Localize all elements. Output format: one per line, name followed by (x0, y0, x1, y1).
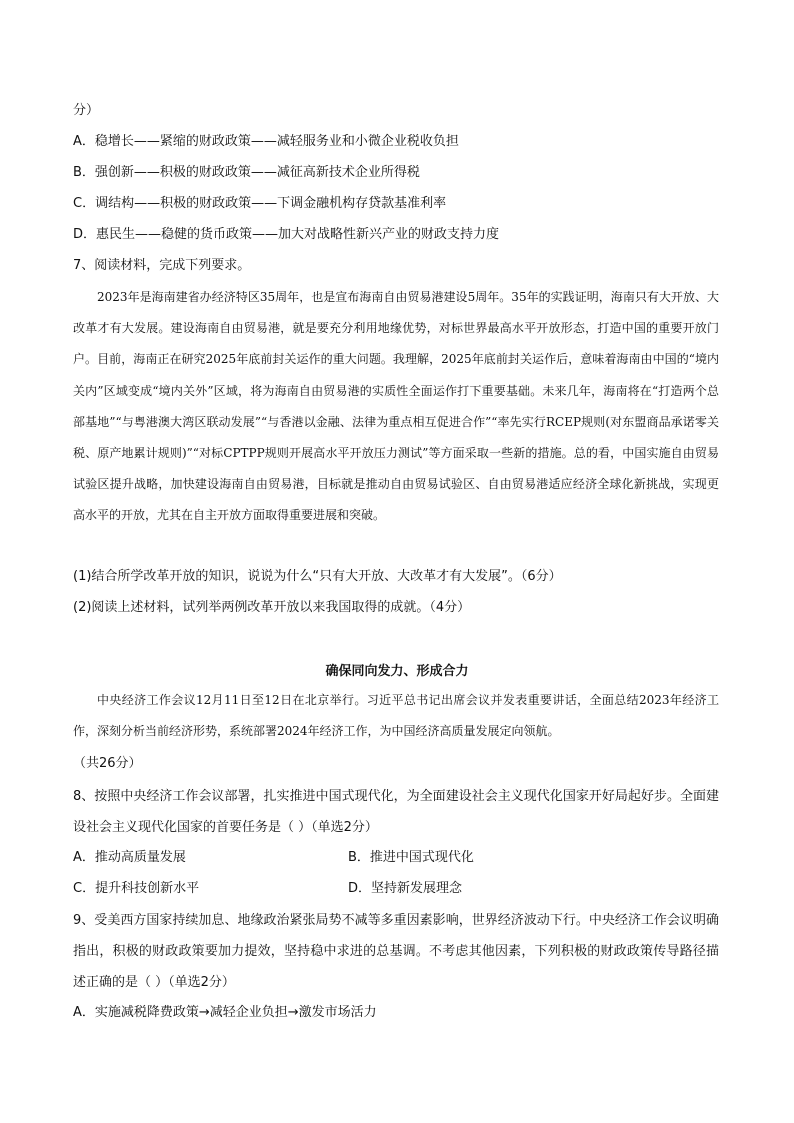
section-title: 确保同向发力、形成合力 (325, 664, 469, 679)
q8-option-c: C．提升科技创新水平 (73, 881, 200, 896)
q7-subquestion-1: (1)结合所学改革开放的知识，说说为什么“只有大开放、大改革才有大发展”。（6分） (73, 569, 562, 584)
q7-stem: 7、阅读材料，完成下列要求。 (73, 258, 251, 273)
q9-stem: 9、受美西方国家持续加息、地缘政治紧张局势不减等多重因素影响，世界经济波动下行。中央经济工作会议明确指出，积极的财政政策要加力提效，坚持稳中求进的总基调。不考虑其他因素，下列积极的财政政策传导路径描述正确的是（ ）（单选2分） (73, 913, 719, 990)
q6-stem-tail: 分） (73, 103, 100, 118)
q6-option-a: A．稳增长——紧缩的财政政策——减轻服务业和小微企业税收负担 (73, 134, 459, 149)
q7-subquestion-2: (2)阅读上述材料，试列举两例改革开放以来我国取得的成就。（4分） (73, 600, 471, 615)
q8-stem: 8、按照中央经济工作会议部署，扎实推进中国式现代化，为全面建设社会主义现代化国家开好局起好步。全面建设社会主义现代化国家的首要任务是（ ）（单选2分） (73, 789, 719, 835)
section-points: （共26分） (73, 756, 142, 771)
q9-option-a: A．实施减税降费政策→减轻企业负担→激发市场活力 (73, 1005, 377, 1020)
q6-option-b: B．强创新——积极的财政政策——减征高新技术企业所得税 (73, 165, 420, 180)
q8-option-d: D．坚持新发展理念 (348, 881, 463, 896)
q8-option-a: A．推动高质量发展 (73, 850, 186, 865)
q7-reading-material: 2023年是海南建省办经济特区35周年，也是宣布海南自由贸易港建设5周年。35年的实践证明，海南只有大开放、大改革才有大发展。建设海南自由贸易港，就是要充分利用地缘优势，对标世界最高水平开放形态，打造中国的重要开放门户。目前，海南正在研究2025年底前封关运作的重大问题。我理解，2025年底前封关运作后，意味着海南由中国的“境内关内”区域变成“境内关外”区域，将为海南自由贸易港的实质性全面运作打下重要基础。未来几年，海南将在“打造两个总部基地”“与粤港澳大湾区联动发展”“与香港以金融、法律为重点相互促进合作”“率先实行RCEP规则(对东盟商品承诺零关税、原产地累计规则)”“对标CPTPP规则开展高水平开放压力测试”等方面采取一些新的措施。总的看，中国实施自由贸易试验区提升战略，加快建设海南自由贸易港，目标就是推动自由贸易试验区、自由贸易港适应经济全球化新挑战，实现更高水平的开放，尤其在自主开放方面取得重要进展和突破。 (73, 290, 719, 523)
q8-option-b: B．推进中国式现代化 (348, 850, 474, 865)
q6-option-d: D．惠民生——稳健的货币政策——加大对战略性新兴产业的财政支持力度 (73, 227, 500, 242)
q6-option-c: C．调结构——积极的财政政策——下调金融机构存贷款基准利率 (73, 196, 447, 211)
section-intro: 中央经济工作会议12月11日至12日在北京举行。习近平总书记出席会议并发表重要讲话，全面总结2023年经济工作，深刻分析当前经济形势，系统部署2024年经济工作，为中国经济高质量发展定向领航。 (73, 693, 719, 738)
